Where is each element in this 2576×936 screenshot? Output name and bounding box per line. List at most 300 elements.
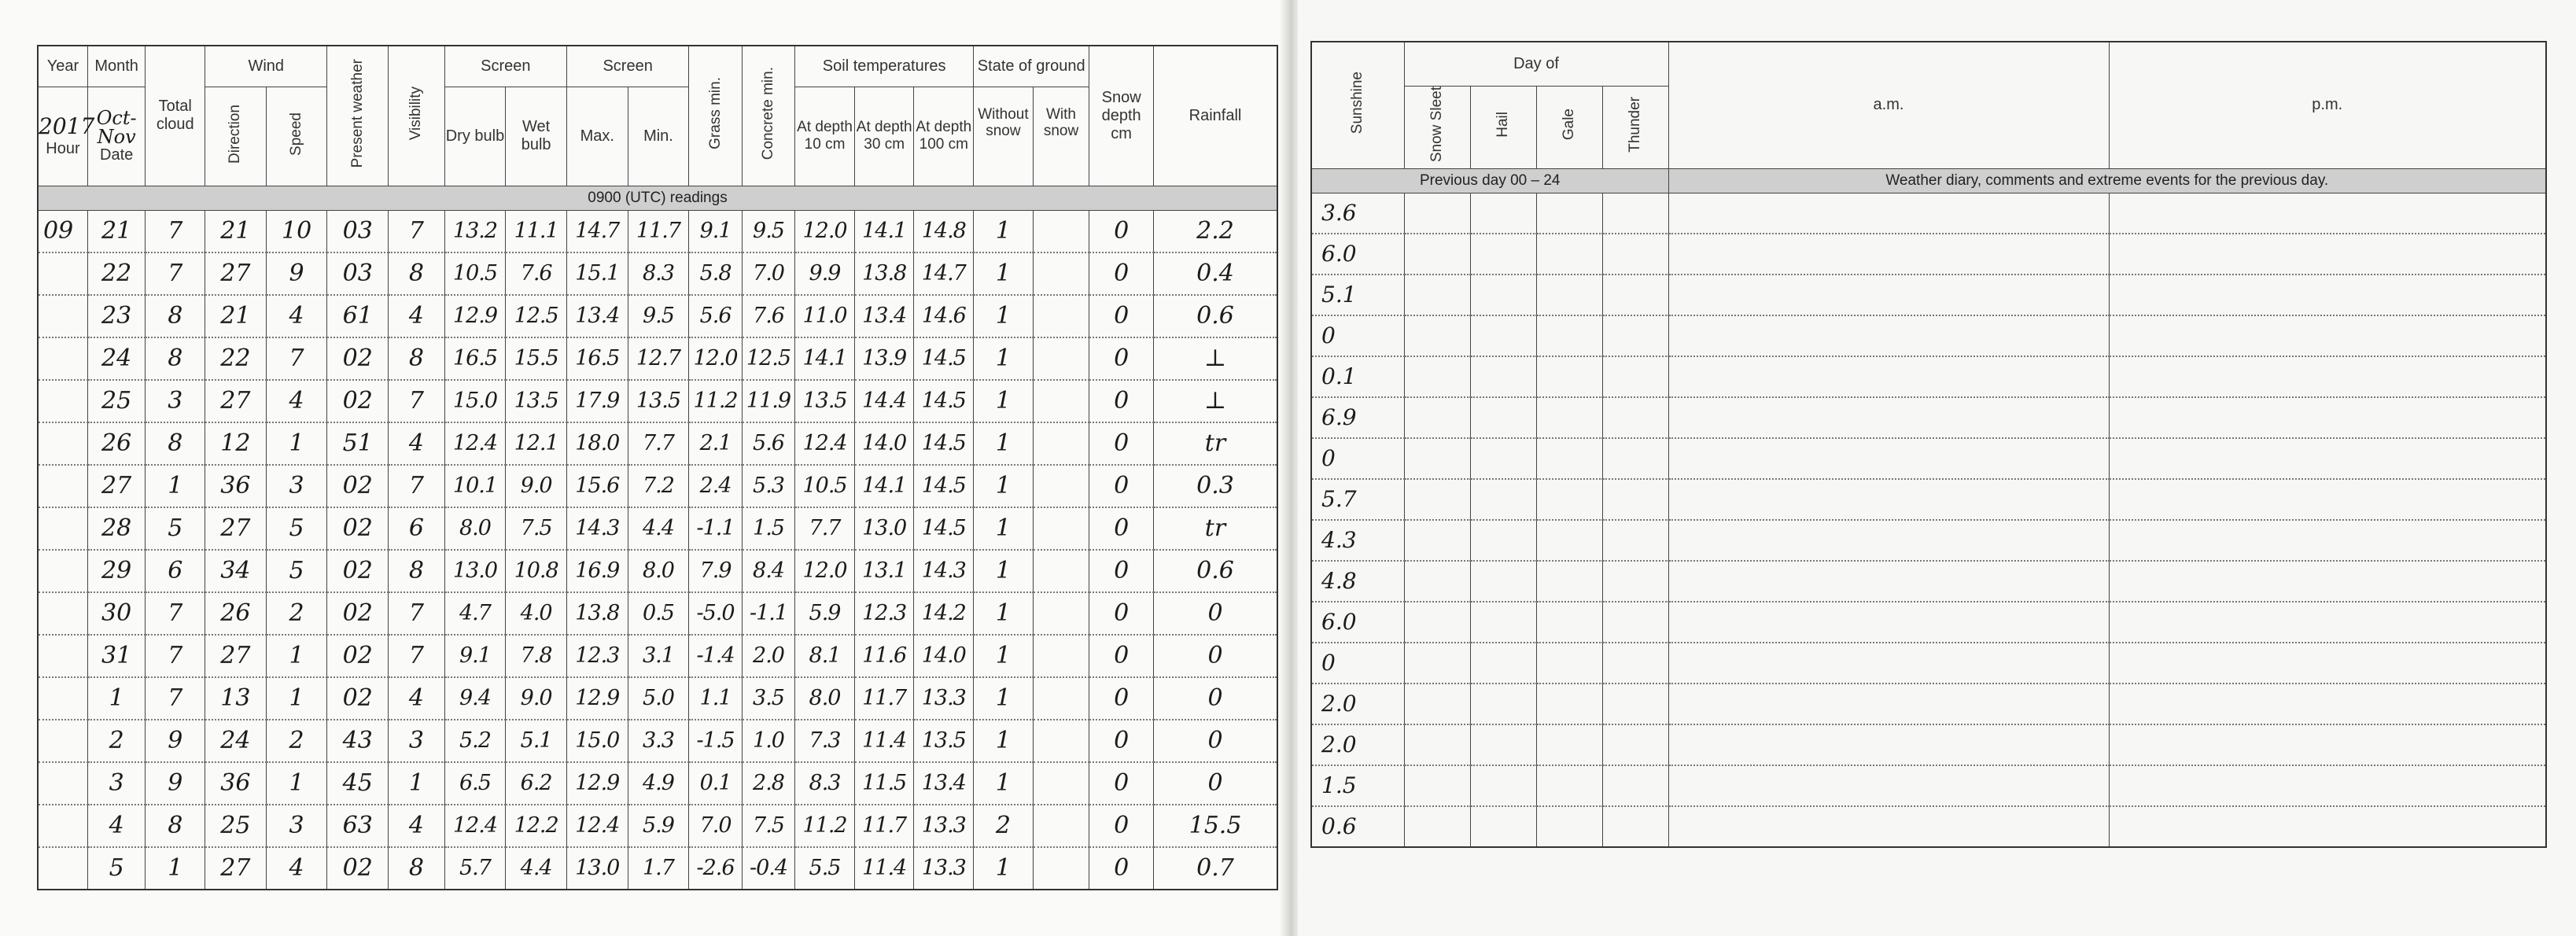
am-diary-cell <box>1668 438 2109 479</box>
depth-30cm-header: At depth 30 cm <box>854 87 914 186</box>
gale-cell <box>1536 602 1602 643</box>
wind-speed-cell: 7 <box>266 337 327 380</box>
am-diary-cell <box>1668 684 2109 724</box>
soil-100cm-cell: 14.0 <box>914 635 974 677</box>
snow-depth-cell: 0 <box>1089 592 1154 635</box>
soil-10cm-cell: 12.0 <box>795 210 855 252</box>
reading-row <box>38 720 1277 762</box>
soil-30cm-cell: 13.4 <box>854 295 914 337</box>
sunshine-cell: 0 <box>1311 643 1404 684</box>
concrete-min-cell: 8.4 <box>742 550 794 592</box>
concrete-min-cell: 5.3 <box>742 465 794 507</box>
max-cell: 17.9 <box>566 380 628 422</box>
date-cell: 1 <box>87 677 146 720</box>
snow-depth-cell: 0 <box>1089 465 1154 507</box>
visibility-cell: 4 <box>389 295 445 337</box>
previous-day-band: Previous day 00 – 24 <box>1311 168 1668 193</box>
date-cell: 29 <box>87 550 146 592</box>
min-cell: 5.0 <box>628 677 689 720</box>
wind-direction-cell: 21 <box>205 210 267 252</box>
visibility-cell: 8 <box>389 252 445 295</box>
thunder-cell <box>1602 438 1668 479</box>
min-cell: 11.7 <box>628 210 689 252</box>
pm-diary-cell <box>2109 806 2546 847</box>
min-cell: 7.2 <box>628 465 689 507</box>
visibility-cell: 4 <box>389 677 445 720</box>
sunshine-cell: 0 <box>1311 315 1404 356</box>
wet-bulb-cell: 9.0 <box>506 677 567 720</box>
soil-10cm-cell: 5.9 <box>795 592 855 635</box>
max-cell: 12.9 <box>566 762 628 805</box>
soil-100cm-cell: 14.5 <box>914 337 974 380</box>
ground-without-snow-cell: 1 <box>974 295 1034 337</box>
max-cell: 12.4 <box>566 805 628 847</box>
weather-readings-table <box>37 45 1278 890</box>
snow-depth-cell: 0 <box>1089 847 1154 890</box>
hour-cell <box>38 507 87 550</box>
max-header: Max. <box>566 87 628 186</box>
gale-cell <box>1536 806 1602 847</box>
min-cell: 12.7 <box>628 337 689 380</box>
rainfall-header: Rainfall <box>1154 46 1277 186</box>
max-cell: 18.0 <box>566 422 628 465</box>
depth-10cm-header: At depth 10 cm <box>795 87 855 186</box>
am-diary-cell <box>1668 479 2109 520</box>
snow-depth-header: Snow depth cm <box>1089 46 1154 186</box>
diary-row <box>1311 275 2546 315</box>
am-diary-cell <box>1668 724 2109 765</box>
reading-row <box>38 252 1277 295</box>
rainfall-cell: ⊥ <box>1154 337 1277 380</box>
grass-min-cell: -5.0 <box>689 592 742 635</box>
dry-bulb-cell: 4.7 <box>444 592 506 635</box>
wind-speed-cell: 5 <box>266 550 327 592</box>
soil-100cm-cell: 14.5 <box>914 380 974 422</box>
wet-bulb-cell: 15.5 <box>506 337 567 380</box>
reading-row <box>38 592 1277 635</box>
snow-sleet-cell <box>1404 561 1470 602</box>
hail-cell <box>1470 724 1536 765</box>
year-hour-cell <box>38 87 95 186</box>
snow-depth-cell: 0 <box>1089 550 1154 592</box>
soil-30cm-cell: 14.4 <box>854 380 914 422</box>
am-header: a.m. <box>1668 42 2109 168</box>
concrete-min-cell: 2.0 <box>742 635 794 677</box>
gale-cell <box>1536 561 1602 602</box>
dry-bulb-cell: 6.5 <box>444 762 506 805</box>
ground-with-snow-cell <box>1033 805 1089 847</box>
book-gutter <box>1281 0 1299 936</box>
diary-row <box>1311 193 2546 234</box>
grass-min-cell: 5.6 <box>689 295 742 337</box>
dry-bulb-cell: 8.0 <box>444 507 506 550</box>
dry-bulb-cell: 13.2 <box>444 210 506 252</box>
present-weather-cell: 03 <box>327 252 389 295</box>
ground-with-snow-cell <box>1033 337 1089 380</box>
ground-without-snow-cell: 1 <box>974 422 1034 465</box>
ground-with-snow-cell <box>1033 762 1089 805</box>
hour-cell <box>38 805 87 847</box>
year-header: Year <box>38 46 87 87</box>
present-weather-cell: 02 <box>327 337 389 380</box>
pm-diary-cell <box>2109 561 2546 602</box>
concrete-min-cell: 9.5 <box>742 210 794 252</box>
snow-sleet-cell <box>1404 193 1470 234</box>
min-cell: 4.4 <box>628 507 689 550</box>
diary-row <box>1311 561 2546 602</box>
ground-without-snow-cell: 1 <box>974 550 1034 592</box>
reading-row <box>38 422 1277 465</box>
soil-100cm-cell: 14.6 <box>914 295 974 337</box>
grass-min-cell: -2.6 <box>689 847 742 890</box>
rainfall-cell: 0 <box>1154 677 1277 720</box>
rainfall-cell: 0 <box>1154 592 1277 635</box>
gale-cell <box>1536 724 1602 765</box>
pm-diary-cell <box>2109 602 2546 643</box>
snow-depth-cell: 0 <box>1089 677 1154 720</box>
snow-depth-cell: 0 <box>1089 380 1154 422</box>
am-diary-cell <box>1668 315 2109 356</box>
visibility-cell: 3 <box>389 720 445 762</box>
dry-bulb-cell: 13.0 <box>444 550 506 592</box>
soil-100cm-cell: 13.4 <box>914 762 974 805</box>
hail-header: Hail <box>1470 86 1536 168</box>
hail-cell <box>1470 806 1536 847</box>
date-cell: 4 <box>87 805 146 847</box>
rainfall-cell: 0.4 <box>1154 252 1277 295</box>
concrete-min-cell: 3.5 <box>742 677 794 720</box>
soil-10cm-cell: 14.1 <box>795 337 855 380</box>
wind-direction-cell: 36 <box>205 465 267 507</box>
date-cell: 31 <box>87 635 146 677</box>
rainfall-cell: 0.7 <box>1154 847 1277 890</box>
grass-min-cell: 1.1 <box>689 677 742 720</box>
rainfall-cell: 0.6 <box>1154 295 1277 337</box>
present-weather-cell: 03 <box>327 210 389 252</box>
max-cell: 15.0 <box>566 720 628 762</box>
wind-speed-cell: 2 <box>266 592 327 635</box>
wet-bulb-cell: 7.5 <box>506 507 567 550</box>
sunshine-cell: 4.3 <box>1311 520 1404 561</box>
rainfall-cell: 0.3 <box>1154 465 1277 507</box>
wet-bulb-cell: 12.1 <box>506 422 567 465</box>
thunder-cell <box>1602 356 1668 397</box>
rainfall-cell: 0 <box>1154 635 1277 677</box>
pm-diary-cell <box>2109 315 2546 356</box>
ground-with-snow-cell <box>1033 422 1089 465</box>
concrete-min-cell: 7.6 <box>742 295 794 337</box>
ground-without-snow-cell: 1 <box>974 720 1034 762</box>
snow-sleet-cell <box>1404 684 1470 724</box>
soil-10cm-cell: 12.4 <box>795 422 855 465</box>
reading-row <box>38 677 1277 720</box>
date-cell: 21 <box>87 210 146 252</box>
gale-cell <box>1536 397 1602 438</box>
wind-speed-cell: 3 <box>266 465 327 507</box>
soil-30cm-cell: 13.8 <box>854 252 914 295</box>
wet-bulb-cell: 5.1 <box>506 720 567 762</box>
total-cloud-cell: 1 <box>146 465 205 507</box>
max-cell: 16.5 <box>566 337 628 380</box>
diary-row <box>1311 806 2546 847</box>
wind-direction-cell: 27 <box>205 380 267 422</box>
dry-bulb-cell: 5.7 <box>444 847 506 890</box>
soil-100cm-cell: 14.5 <box>914 465 974 507</box>
min-cell: 0.5 <box>628 592 689 635</box>
soil-10cm-cell: 9.9 <box>795 252 855 295</box>
snow-sleet-cell <box>1404 234 1470 275</box>
am-diary-cell <box>1668 275 2109 315</box>
hour-cell <box>38 592 87 635</box>
rainfall-cell: 0 <box>1154 762 1277 805</box>
present-weather-cell: 63 <box>327 805 389 847</box>
present-weather-cell: 02 <box>327 380 389 422</box>
concrete-min-cell: -1.1 <box>742 592 794 635</box>
dry-bulb-cell: 12.4 <box>444 805 506 847</box>
snow-sleet-cell <box>1404 275 1470 315</box>
am-diary-cell <box>1668 193 2109 234</box>
soil-100cm-cell: 14.5 <box>914 507 974 550</box>
concrete-min-cell: 12.5 <box>742 337 794 380</box>
ground-with-snow-cell <box>1033 252 1089 295</box>
sunshine-cell: 6.0 <box>1311 234 1404 275</box>
concrete-min-cell: 11.9 <box>742 380 794 422</box>
soil-10cm-cell: 11.2 <box>795 805 855 847</box>
sunshine-cell: 3.6 <box>1311 193 1404 234</box>
thunder-cell <box>1602 479 1668 520</box>
ground-without-snow-cell: 1 <box>974 677 1034 720</box>
diary-row <box>1311 520 2546 561</box>
present-weather-cell: 02 <box>327 550 389 592</box>
soil-100cm-cell: 13.3 <box>914 677 974 720</box>
wind-direction-cell: 27 <box>205 507 267 550</box>
reading-row <box>38 507 1277 550</box>
grass-min-cell: 7.9 <box>689 550 742 592</box>
dry-bulb-cell: 10.5 <box>444 252 506 295</box>
am-diary-cell <box>1668 234 2109 275</box>
present-weather-cell: 02 <box>327 592 389 635</box>
snow-sleet-cell <box>1404 479 1470 520</box>
total-cloud-cell: 9 <box>146 720 205 762</box>
gale-cell <box>1536 315 1602 356</box>
snow-sleet-cell <box>1404 765 1470 806</box>
wind-speed-cell: 1 <box>266 635 327 677</box>
hour-cell <box>38 720 87 762</box>
wet-bulb-cell: 10.8 <box>506 550 567 592</box>
year-value: 2017 <box>39 113 95 140</box>
soil-100cm-cell: 13.3 <box>914 847 974 890</box>
ground-without-snow-cell: 1 <box>974 847 1034 890</box>
reading-row <box>38 762 1277 805</box>
soil-10cm-cell: 7.3 <box>795 720 855 762</box>
reading-row <box>38 380 1277 422</box>
total-cloud-cell: 8 <box>146 422 205 465</box>
date-cell: 2 <box>87 720 146 762</box>
max-cell: 13.8 <box>566 592 628 635</box>
present-weather-cell: 02 <box>327 847 389 890</box>
min-cell: 9.5 <box>628 295 689 337</box>
soil-100cm-cell: 14.7 <box>914 252 974 295</box>
wind-direction-cell: 27 <box>205 252 267 295</box>
pm-diary-cell <box>2109 356 2546 397</box>
dry-bulb-cell: 12.9 <box>444 295 506 337</box>
wind-direction-cell: 12 <box>205 422 267 465</box>
grass-min-cell: 9.1 <box>689 210 742 252</box>
thunder-cell <box>1602 643 1668 684</box>
concrete-min-cell: 1.0 <box>742 720 794 762</box>
soil-30cm-cell: 14.1 <box>854 210 914 252</box>
present-weather-cell: 43 <box>327 720 389 762</box>
min-cell: 3.3 <box>628 720 689 762</box>
min-cell: 4.9 <box>628 762 689 805</box>
month-date-cell <box>87 87 146 186</box>
snow-depth-cell: 0 <box>1089 720 1154 762</box>
hail-cell <box>1470 602 1536 643</box>
wet-bulb-cell: 7.6 <box>506 252 567 295</box>
thunder-cell <box>1602 765 1668 806</box>
present-weather-header: Present weather <box>327 46 389 186</box>
soil-30cm-cell: 13.0 <box>854 507 914 550</box>
am-diary-cell <box>1668 356 2109 397</box>
hail-cell <box>1470 643 1536 684</box>
thunder-cell <box>1602 315 1668 356</box>
total-cloud-cell: 7 <box>146 252 205 295</box>
reading-row <box>38 295 1277 337</box>
pm-diary-cell <box>2109 643 2546 684</box>
diary-row <box>1311 684 2546 724</box>
rainfall-cell: tr <box>1154 507 1277 550</box>
wet-bulb-cell: 7.8 <box>506 635 567 677</box>
pm-diary-cell <box>2109 724 2546 765</box>
thunder-cell <box>1602 806 1668 847</box>
wet-bulb-cell: 12.2 <box>506 805 567 847</box>
concrete-min-cell: 1.5 <box>742 507 794 550</box>
min-header: Min. <box>628 87 689 186</box>
min-cell: 3.1 <box>628 635 689 677</box>
present-weather-cell: 61 <box>327 295 389 337</box>
snow-sleet-header: Snow Sleet <box>1404 86 1470 168</box>
wind-direction-cell: 21 <box>205 295 267 337</box>
visibility-cell: 4 <box>389 805 445 847</box>
dry-bulb-cell: 16.5 <box>444 337 506 380</box>
thunder-cell <box>1602 520 1668 561</box>
visibility-cell: 7 <box>389 210 445 252</box>
gale-cell <box>1536 520 1602 561</box>
visibility-cell: 8 <box>389 847 445 890</box>
wet-bulb-header: Wet bulb <box>506 87 567 186</box>
pm-diary-cell <box>2109 275 2546 315</box>
sunshine-cell: 2.0 <box>1311 684 1404 724</box>
rainfall-cell: tr <box>1154 422 1277 465</box>
date-cell: 22 <box>87 252 146 295</box>
ground-with-snow-cell <box>1033 635 1089 677</box>
diary-row <box>1311 234 2546 275</box>
wind-direction-cell: 22 <box>205 337 267 380</box>
sunshine-cell: 4.8 <box>1311 561 1404 602</box>
wind-direction-cell: 24 <box>205 720 267 762</box>
hour-cell <box>38 295 87 337</box>
hour-cell: 09 <box>38 210 87 252</box>
total-cloud-cell: 8 <box>146 295 205 337</box>
wind-direction-cell: 34 <box>205 550 267 592</box>
grass-min-cell: 5.8 <box>689 252 742 295</box>
total-cloud-cell: 8 <box>146 805 205 847</box>
max-cell: 12.3 <box>566 635 628 677</box>
total-cloud-cell: 6 <box>146 550 205 592</box>
wind-speed-cell: 10 <box>266 210 327 252</box>
wind-speed-cell: 3 <box>266 805 327 847</box>
sunshine-cell: 6.0 <box>1311 602 1404 643</box>
visibility-cell: 1 <box>389 762 445 805</box>
hour-cell <box>38 762 87 805</box>
wet-bulb-cell: 9.0 <box>506 465 567 507</box>
diary-row <box>1311 438 2546 479</box>
ground-with-snow-cell <box>1033 592 1089 635</box>
gale-header: Gale <box>1536 86 1602 168</box>
pm-diary-cell <box>2109 684 2546 724</box>
total-cloud-cell: 9 <box>146 762 205 805</box>
soil-100cm-cell: 14.5 <box>914 422 974 465</box>
reading-row <box>38 550 1277 592</box>
snow-depth-cell: 0 <box>1089 337 1154 380</box>
wet-bulb-cell: 12.5 <box>506 295 567 337</box>
hour-cell <box>38 847 87 890</box>
thunder-cell <box>1602 193 1668 234</box>
snow-depth-cell: 0 <box>1089 210 1154 252</box>
soil-30cm-cell: 11.4 <box>854 720 914 762</box>
dry-bulb-cell: 10.1 <box>444 465 506 507</box>
hail-cell <box>1470 275 1536 315</box>
gale-cell <box>1536 275 1602 315</box>
ground-without-snow-cell: 2 <box>974 805 1034 847</box>
date-cell: 30 <box>87 592 146 635</box>
date-label: Date <box>100 146 134 164</box>
month-value-2: Nov <box>97 125 136 148</box>
hail-cell <box>1470 234 1536 275</box>
thunder-cell <box>1602 275 1668 315</box>
max-cell: 15.1 <box>566 252 628 295</box>
snow-depth-cell: 0 <box>1089 507 1154 550</box>
grass-min-cell: 7.0 <box>689 805 742 847</box>
pm-header: p.m. <box>2109 42 2546 168</box>
wind-direction-cell: 25 <box>205 805 267 847</box>
snow-depth-cell: 0 <box>1089 762 1154 805</box>
snow-sleet-cell <box>1404 520 1470 561</box>
soil-10cm-cell: 8.3 <box>795 762 855 805</box>
ground-without-snow-cell: 1 <box>974 337 1034 380</box>
date-cell: 28 <box>87 507 146 550</box>
soil-100cm-cell: 14.3 <box>914 550 974 592</box>
sunshine-cell: 6.9 <box>1311 397 1404 438</box>
visibility-cell: 7 <box>389 380 445 422</box>
snow-depth-cell: 0 <box>1089 635 1154 677</box>
date-cell: 25 <box>87 380 146 422</box>
soil-10cm-cell: 10.5 <box>795 465 855 507</box>
max-cell: 13.0 <box>566 847 628 890</box>
gale-cell <box>1536 684 1602 724</box>
date-cell: 5 <box>87 847 146 890</box>
am-diary-cell <box>1668 561 2109 602</box>
readings-band: 0900 (UTC) readings <box>38 186 1277 210</box>
hour-cell <box>38 252 87 295</box>
diary-row <box>1311 397 2546 438</box>
max-cell: 15.6 <box>566 465 628 507</box>
hour-cell <box>38 337 87 380</box>
concrete-min-cell: 5.6 <box>742 422 794 465</box>
soil-10cm-cell: 11.0 <box>795 295 855 337</box>
date-cell: 23 <box>87 295 146 337</box>
without-snow-header: Without snow <box>974 87 1034 186</box>
